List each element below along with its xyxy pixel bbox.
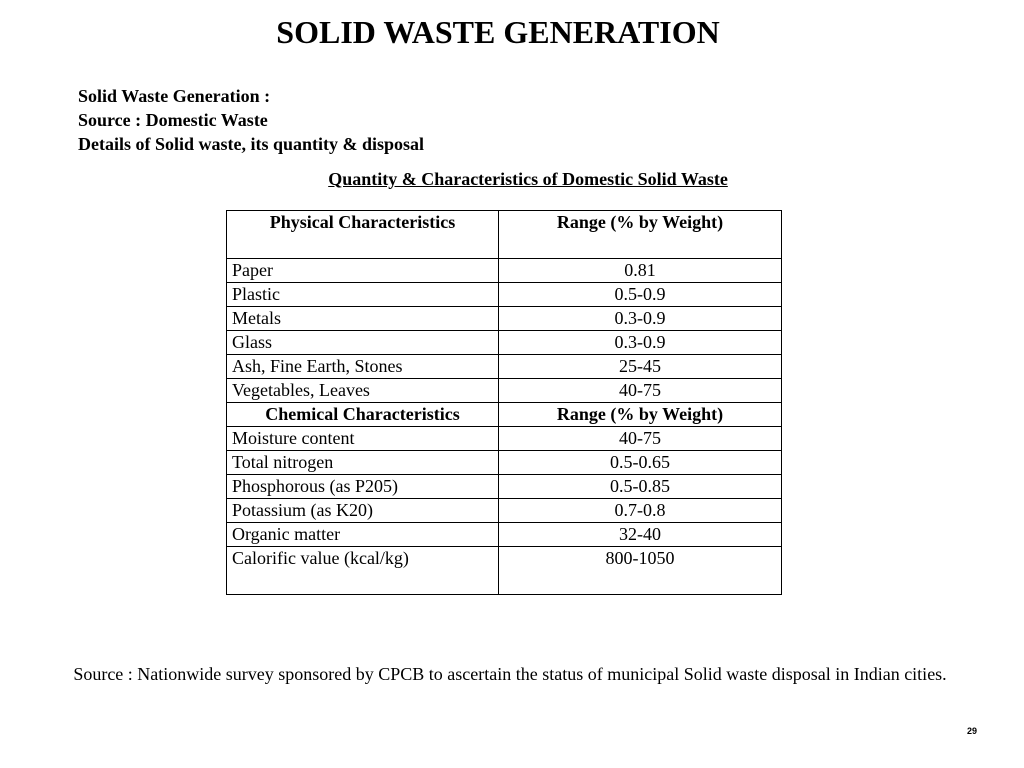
range-cell: 25-45 bbox=[499, 355, 782, 379]
table-caption: Quantity & Characteristics of Domestic Solid Waste bbox=[328, 169, 728, 189]
characteristic-cell: Chemical Characteristics bbox=[227, 403, 499, 427]
table-row bbox=[227, 283, 782, 307]
intro-block bbox=[78, 84, 424, 156]
waste-characteristics-table bbox=[226, 210, 782, 595]
intro-line-source: Source : Domestic Waste bbox=[78, 110, 268, 130]
range-cell: 40-75 bbox=[499, 427, 782, 451]
characteristic-cell: Total nitrogen bbox=[227, 451, 499, 475]
range-cell: Range (% by Weight) bbox=[499, 211, 782, 259]
table-row bbox=[227, 427, 782, 451]
range-cell: 0.5-0.85 bbox=[499, 475, 782, 499]
characteristic-cell: Physical Characteristics bbox=[227, 211, 499, 259]
page-number: 29 bbox=[966, 726, 977, 736]
range-cell: 0.81 bbox=[499, 259, 782, 283]
range-cell: 800-1050 bbox=[499, 547, 782, 595]
characteristic-cell: Metals bbox=[227, 307, 499, 331]
characteristic-cell: Plastic bbox=[227, 283, 499, 307]
characteristic-cell: Calorific value (kcal/kg) bbox=[227, 547, 499, 595]
page-title: SOLID WASTE GENERATION bbox=[276, 14, 720, 50]
characteristic-cell: Moisture content bbox=[227, 427, 499, 451]
range-cell: 0.5-0.9 bbox=[499, 283, 782, 307]
characteristic-cell: Organic matter bbox=[227, 523, 499, 547]
range-cell: 0.3-0.9 bbox=[499, 331, 782, 355]
chemical-header-row bbox=[227, 403, 782, 427]
table-row bbox=[227, 451, 782, 475]
table-row bbox=[227, 259, 782, 283]
table-row bbox=[227, 355, 782, 379]
characteristic-cell: Potassium (as K20) bbox=[227, 499, 499, 523]
intro-line-details: Details of Solid waste, its quantity & disposal bbox=[78, 134, 425, 154]
characteristic-cell: Vegetables, Leaves bbox=[227, 379, 499, 403]
table-row bbox=[227, 379, 782, 403]
range-cell: 0.3-0.9 bbox=[499, 307, 782, 331]
range-cell: 0.5-0.65 bbox=[499, 451, 782, 475]
table-row bbox=[227, 307, 782, 331]
characteristic-cell: Ash, Fine Earth, Stones bbox=[227, 355, 499, 379]
characteristic-cell: Paper bbox=[227, 259, 499, 283]
table-row bbox=[227, 547, 782, 595]
range-cell: Range (% by Weight) bbox=[499, 403, 782, 427]
range-cell: 32-40 bbox=[499, 523, 782, 547]
physical-header-row bbox=[227, 211, 782, 259]
intro-line-heading: Solid Waste Generation : bbox=[78, 86, 271, 106]
table-row bbox=[227, 475, 782, 499]
characteristic-cell: Glass bbox=[227, 331, 499, 355]
source-note: Source : Nationwide survey sponsored by CPCB to ascertain the status of municipal Solid waste disposal in Indian cities. bbox=[73, 664, 947, 684]
range-cell: 40-75 bbox=[499, 379, 782, 403]
table-row bbox=[227, 331, 782, 355]
table-body bbox=[227, 211, 782, 595]
table-row bbox=[227, 499, 782, 523]
range-cell: 0.7-0.8 bbox=[499, 499, 782, 523]
characteristic-cell: Phosphorous (as P205) bbox=[227, 475, 499, 499]
table-row bbox=[227, 523, 782, 547]
